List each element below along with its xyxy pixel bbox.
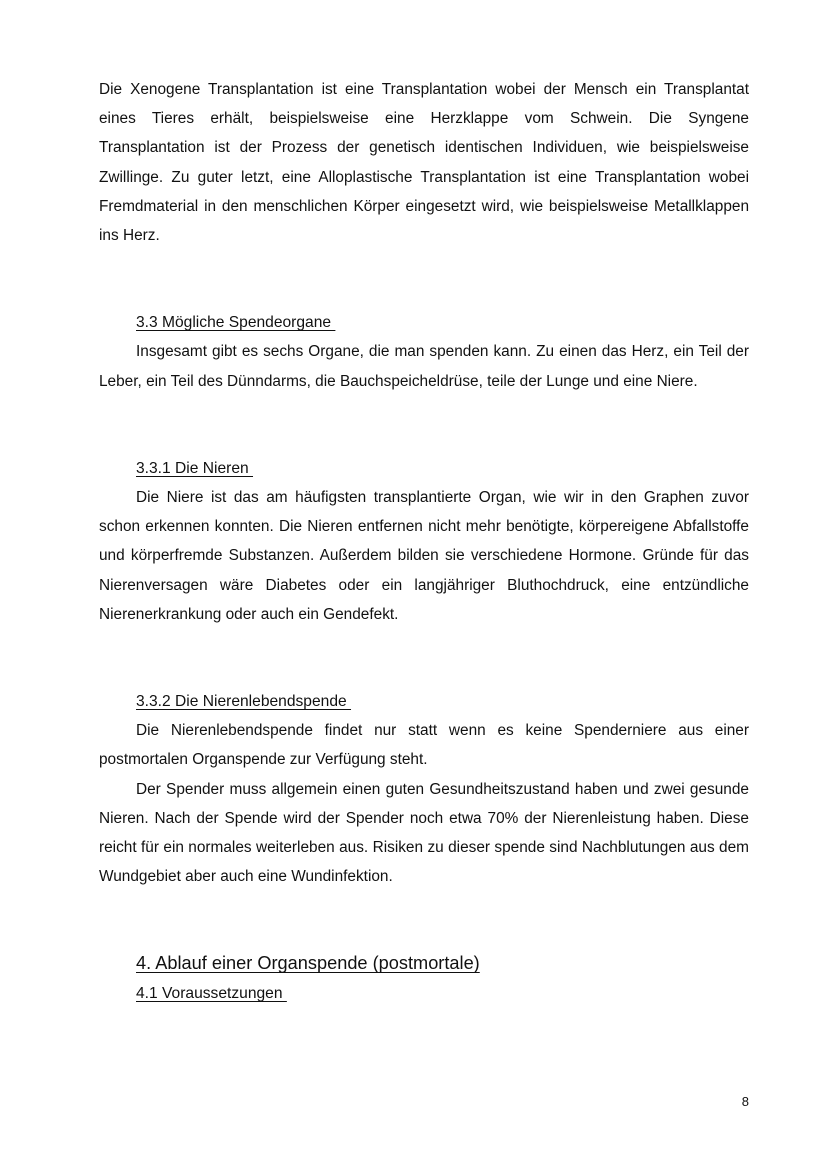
- spacer: [99, 629, 749, 687]
- heading-3-3-1: 3.3.1 Die Nieren: [136, 459, 254, 477]
- paragraph-3-3-2-b: Der Spender muss allgemein einen guten Gesundheitszustand haben und zwei gesunde Nieren. Nach der Spende wird der Spender noch etwa 70% der Nierenleistung haben. Diese reicht für ein normales weiterleben aus. Risiken zu dieser spende sind Nachblutungen aus dem Wundgebiet aber auch eine Wundinfektion.: [99, 780, 749, 886]
- paragraph-3-3-2-a: Die Nierenlebendspende findet nur statt wenn es keine Spenderniere aus einer postmortalen Organspende zur Verfügung steht.: [99, 722, 749, 769]
- paragraph-3-3: Insgesamt gibt es sechs Organe, die man spenden kann. Zu einen das Herz, ein Teil der Leber, ein Teil des Dünndarms, die Bauchspeicheldrüse, teile der Lunge und eine Niere.: [99, 343, 749, 390]
- heading-3-3: 3.3 Mögliche Spendeorgane: [136, 314, 336, 332]
- spacer: [99, 250, 749, 308]
- heading-3-3-2: 3.3.2 Die Nierenlebendspende: [136, 693, 352, 711]
- page-content: [99, 75, 749, 1009]
- spacer: [99, 396, 749, 454]
- heading-4-1: 4.1 Voraussetzungen: [136, 985, 287, 1003]
- intro-paragraph: Die Xenogene Transplantation ist eine Transplantation wobei der Mensch ein Transplantat eines Tieres erhält, beispielsweise eine Herzklappe vom Schwein. Die Syngene Transplantation ist der Prozess der genetisch identischen Individuen, wie beispielsweise Zwillinge. Zu guter letzt, eine Alloplastische Transplantation ist eine Transplantation wobei Fremdmaterial in den menschlichen Körper eingesetzt wird, wie beispielsweise Metallklappen ins Herz.: [99, 81, 749, 245]
- heading-4: 4. Ablauf einer Organspende (postmortale): [136, 953, 480, 974]
- page-number: 8: [741, 1094, 749, 1109]
- spacer: [99, 891, 749, 947]
- paragraph-3-3-1: Die Niere ist das am häufigsten transplantierte Organ, wie wir in den Graphen zuvor schon erkennen konnten. Die Nieren entfernen nicht mehr benötigte, körpereigene Abfallstoffe und körperfremde Substanzen. Außerdem bilden sie verschiedene Hormone. Gründe für das Nierenversagen wäre Diabetes oder ein langjähriger Bluthochdruck, eine entzündliche Nierenerkrankung oder auch ein Gendefekt.: [99, 489, 749, 623]
